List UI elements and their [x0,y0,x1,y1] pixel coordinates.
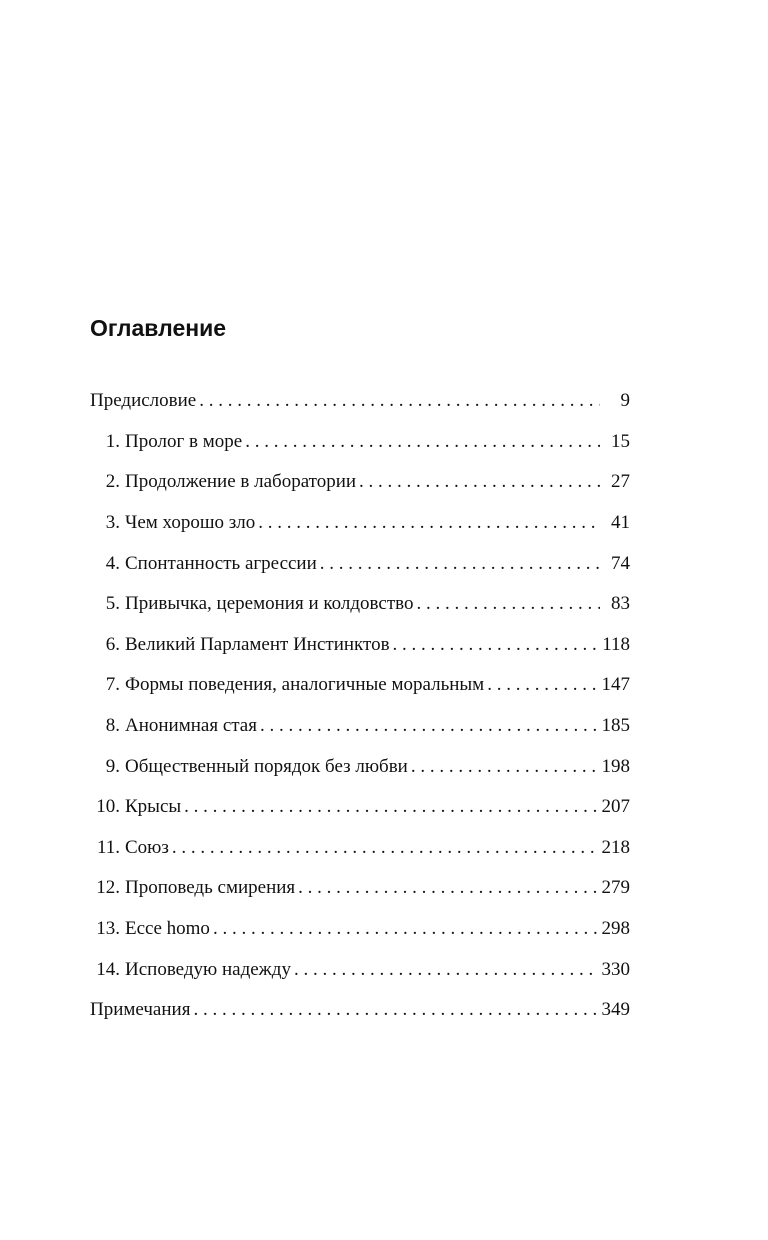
entry-title: Великий Парламент Инстинктов [125,633,390,655]
toc-entry-chapter-11[interactable] [90,828,630,869]
dot-leader [258,512,600,534]
entry-page-number: 41 [611,512,630,534]
toc-entry-chapter-13[interactable] [90,909,630,950]
entry-page-number: 198 [601,755,630,777]
dot-leader [411,756,598,778]
entry-title: Проповедь смирения [125,877,296,899]
entry-page-number: 15 [611,430,630,452]
entry-title: Союз [125,836,169,858]
dot-leader [359,471,600,493]
entry-number: 4. [105,552,120,574]
toc-entry-chapter-5[interactable] [90,584,630,625]
entry-title: Предисловие [90,390,197,412]
entry-title: Чем хорошо зло [125,512,256,534]
entry-title: Анонимная стая [125,715,257,737]
entry-title: Формы поведения, аналогичные моральным [125,674,485,696]
dot-leader [260,715,598,737]
toc-entry-chapter-2[interactable] [90,462,630,503]
entry-number: 6. [105,633,120,655]
entry-number: 14. [96,958,120,980]
table-of-contents [90,381,630,1031]
entry-number: 13. [96,918,120,940]
entry-page-number: 207 [601,796,630,818]
dot-leader [294,959,598,981]
dot-leader [487,674,597,696]
entry-title: Продолжение в лаборатории [125,471,357,493]
entry-page-number: 185 [601,715,630,737]
toc-entry-chapter-1[interactable] [90,422,630,463]
toc-entry-chapter-3[interactable] [90,503,630,544]
dot-leader [199,390,600,412]
dot-leader [184,796,597,818]
entry-title: Пролог в море [125,430,243,452]
dot-leader [393,634,599,656]
toc-entry-chapter-12[interactable] [90,868,630,909]
entry-number: 5. [105,593,120,615]
entry-page-number: 330 [601,958,630,980]
entry-number: 8. [105,715,120,737]
dot-leader [213,918,598,940]
entry-page-number: 27 [611,471,630,493]
entry-page-number: 74 [611,552,630,574]
entry-page-number: 349 [601,999,630,1021]
toc-entry-chapter-4[interactable] [90,543,630,584]
entry-number: 12. [96,877,120,899]
entry-title: Примечания [90,999,191,1021]
toc-entry-chapter-8[interactable] [90,706,630,747]
entry-page-number: 9 [620,390,630,412]
toc-entry-preface[interactable] [90,381,630,422]
entry-page-number: 118 [602,633,630,655]
page-title: Оглавление [90,315,227,341]
entry-page-number: 298 [601,918,630,940]
entry-number: 7. [105,674,120,696]
entry-title: Крысы [125,796,182,818]
dot-leader [320,553,600,575]
entry-title: Ecce homo [125,918,210,940]
entry-number: 1. [105,430,120,452]
toc-entry-chapter-6[interactable] [90,625,630,666]
toc-entry-chapter-9[interactable] [90,746,630,787]
dot-leader [172,837,598,859]
entry-number: 3. [105,512,120,534]
entry-number: 9. [105,755,120,777]
entry-title: Исповедую надежду [125,958,291,980]
toc-entry-chapter-7[interactable] [90,665,630,706]
entry-title: Привычка, церемония и колдовство [125,593,414,615]
entry-title: Общественный порядок без любви [125,755,408,777]
entry-number: 11. [96,836,120,858]
entry-title: Спонтанность агрессии [125,552,317,574]
dot-leader [416,593,600,615]
toc-entry-notes[interactable] [90,990,630,1031]
entry-page-number: 279 [601,877,630,899]
dot-leader [245,431,600,453]
entry-page-number: 147 [601,674,630,696]
toc-entry-chapter-10[interactable] [90,787,630,828]
entry-page-number: 83 [611,593,630,615]
entry-number: 2. [105,471,120,493]
dot-leader [193,999,597,1021]
entry-page-number: 218 [601,836,630,858]
dot-leader [298,877,597,899]
entry-number: 10. [96,796,120,818]
toc-entry-chapter-14[interactable] [90,949,630,990]
